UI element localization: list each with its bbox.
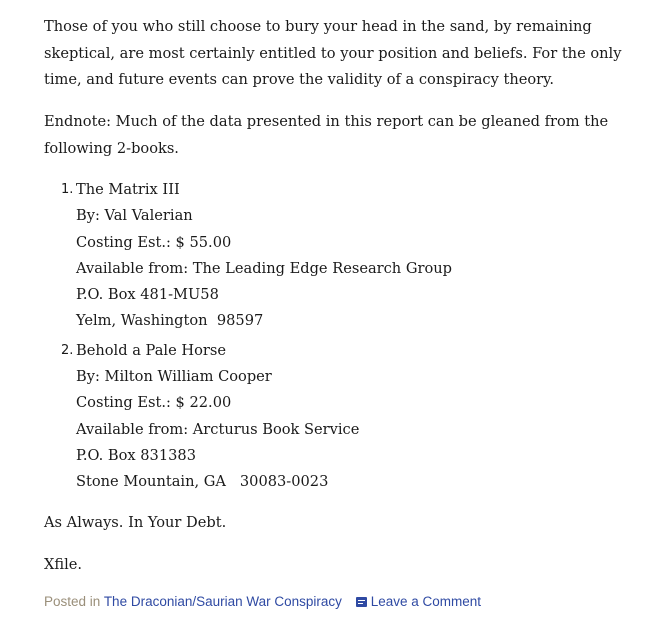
book-address-line: P.O. Box 831383 xyxy=(76,447,196,464)
posted-in-label: Posted in xyxy=(44,594,101,609)
paragraph-endnote: Endnote: Much of the data presented in this report can be gleaned from the following 2-books. xyxy=(44,113,609,157)
book-title: The Matrix III xyxy=(76,181,180,198)
book-title: Behold a Pale Horse xyxy=(76,342,226,359)
book-cost: Costing Est.: $ 55.00 xyxy=(76,234,232,251)
book-address-line: P.O. Box 481-MU58 xyxy=(76,286,219,303)
book-author: By: Milton William Cooper xyxy=(76,368,272,385)
book-cost: Costing Est.: $ 22.00 xyxy=(76,394,232,411)
leave-comment-link[interactable]: Leave a Comment xyxy=(370,594,481,609)
closing-line: As Always. In Your Debt. xyxy=(44,514,227,531)
book-author: By: Val Valerian xyxy=(76,207,193,224)
paragraph-skeptics: Those of you who still choose to bury your head in the sand, by remaining skeptical, are most certainly entitled to your position and beliefs. For the only time, and future events can prove the validity of a conspiracy theory. xyxy=(44,18,622,88)
book-address-line: Stone Mountain, GA 30083-0023 xyxy=(76,473,329,490)
list-number: 2. xyxy=(61,343,74,358)
book-available: Available from: The Leading Edge Research Group xyxy=(76,260,453,277)
category-link[interactable]: The Draconian/Saurian War Conspiracy xyxy=(103,594,342,609)
signature: Xfile. xyxy=(44,556,83,573)
post-meta xyxy=(44,591,481,613)
book-available: Available from: Arcturus Book Service xyxy=(76,421,360,438)
comment-icon[interactable] xyxy=(356,597,367,607)
book-address-line: Yelm, Washington 98597 xyxy=(76,312,264,329)
list-number: 1. xyxy=(61,182,74,197)
